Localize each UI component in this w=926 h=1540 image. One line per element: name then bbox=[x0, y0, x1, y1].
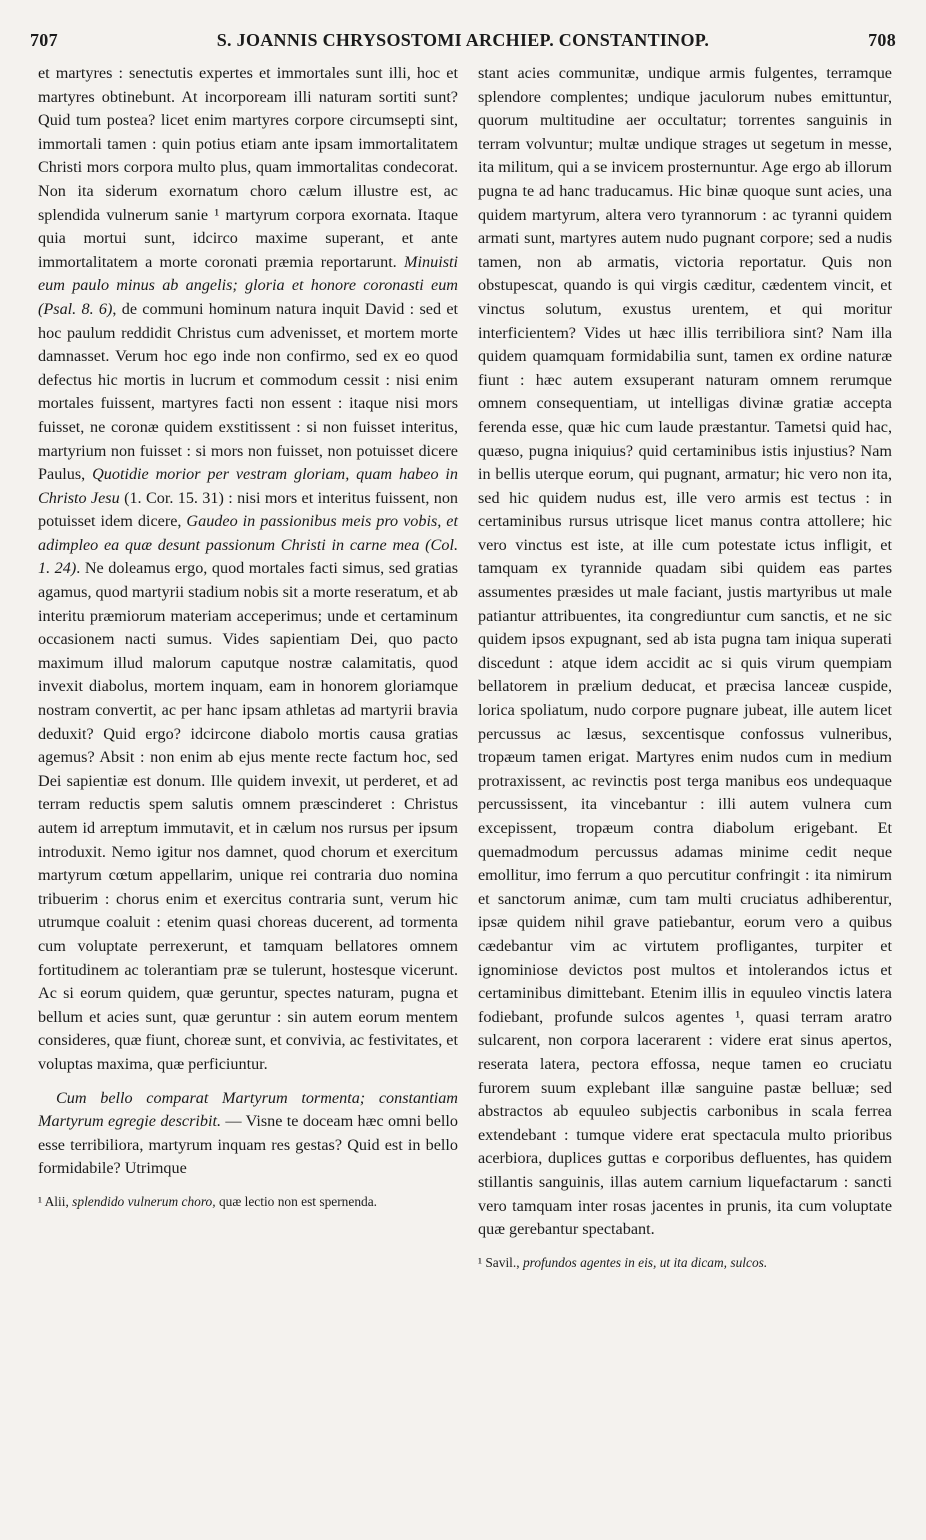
left-text-2: , de communi hominum natura inquit David : sed et hoc paulum reddidit Christus cum advenisset, et mortem morte damnasset. Verum hoc ego inde non confirmo, sed ex eo quod defectus hic mortis in lucrum et commodum cessit : nisi enim mortales fuissent, martyres facti non essent : itaque nisi mors fuisset, ne coronæ quidem exstitissent : si non fuisset interitus, martyrium non fuisset : si mors non fuisset, non potuisset dicere Paulus, bbox=[38, 299, 458, 484]
left-footnote-italic: splendido vulnerum choro, bbox=[72, 1193, 216, 1209]
page-number-left: 707 bbox=[30, 30, 58, 50]
left-ref-2: (1. Cor. 15. 31) bbox=[124, 488, 224, 507]
right-column bbox=[478, 62, 892, 1271]
left-text-3: : nisi mors et interitus fuissent, non potuisset idem dicere, bbox=[38, 488, 459, 531]
left-paragraph bbox=[38, 62, 458, 1077]
section-heading: Cum bello comparat Martyrum tormenta; constantiam Martyrum egregie describit. bbox=[38, 1088, 458, 1131]
right-footnote-italic: profundos agentes in eis, ut ita dicam, sulcos. bbox=[522, 1254, 768, 1270]
section-paragraph bbox=[38, 1087, 458, 1181]
left-text-1: et martyres : senectutis expertes et immortales sunt illi, hoc et martyres obtinebunt. At incorpoream illi naturam sortiti sunt? Quid tum postea? licet enim martyres corpore circumsepti sint, immortali tamen : quin potius etiam ante ipsam immortalitatem Christi mors corpora multo plus, quam immortalitas condecorat. Non ita siderum exornatum choro cælum illustre est, ac splendida vulnerum sanie ¹ martyrum corpora exornata. Itaque quia mortui sunt, idcirco maxime superant, et ante immortalitatem a morte coronati præmia reportarunt. bbox=[38, 64, 458, 271]
section-body: — Visne te doceam hæc omni bello esse terribiliora, martyrum inquam res gestas? Quid est in bello formidabile? Utrimque bbox=[38, 1112, 459, 1178]
right-text-1: stant acies communitæ, undique armis fulgentes, terramque splendore complentes; undique jaculorum nubes emittuntur, quorum multitudine aer occultatur; torrentes sanguinis in terram volvuntur; multæ undique strages ut segetum in messe, ita militum, qui a se invicem prosternuntur. Age ergo ab illorum pugna te ad hanc traducamus. Hic binæ quoque sunt acies, una quidem martyrum, altera vero tyrannorum : ac tyranni quidem armati sunt, martyres autem nudo pugnant corpore; sed a nudis tamen, non ab armatis, victoria reportatur. Quis non obstupescat, quando is qui virgis cæditur, cædentem vincit, et vinctus solutum, exustus urentem, et qui moritur interficientem? Vides ut hæc illis terribiliora sint? Nam illa quidem quamquam formidabilia sunt, tamen ex ordine naturæ fiunt : hæc autem exsuperant naturam omnem rerumque omnem consequentiam, ut intelligas divinæ gratiæ accepta ferenda esse, quæ hic cum laude præstantur. Tametsi quid hac, quæso, pugna iniquius? quid certaminibus istis injustius? Nam in bellis uterque eorum, qui pugnant, armatur; hic vero non ita, sed hic quidem nudus est, ille vero armis est tectus : in certaminibus rursus utrisque licet manus contra attollere; hic vero vinctus est iste, at ille cum potestate ictus infligit, et tamquam ex tyrannide quadam sibi quidem eas partes assumentes præsides ut male faciant, justis martyribus ut male patiantur attribuentes, ita congrediuntur cum sanctis, et ne sic quidem ipsos expugnant, sed ab ista pugna tam iniqua superati discedunt : atque idem accidit ac si quis virum quempiam bellatorem in prælium deducat, et præcisa lanceæ cuspide, lorica spoliatum, nudo corpore pugnare jubeat, ille autem licet percussus ac læsus, sexcentisque confossus vulneribus, tropæum tamen erigat. Martyres enim nudos cum in medium protraxissent, ac revinctis post terga manibus eos undequaque percussissent, ita vincebantur : illi autem vulnera cum excepissent, tropæum contra diabolum erigebant. Et quemadmodum percussus adamas minime cedit neque emollitur, imo ferrum a quo percutitur confringit : ita nimirum et sanctorum animæ, cum tam multi cruciatus adhiberentur, ipsæ quidem nihil grave patiebantur, eorum vero a quibus cædebantur vim ac virtutem profligantes, turpiter et ignominiose devictos post multos et intolerandos ictus et certaminibus dimittebant. Etenim illis in equuleo vinctis latera fodiebant, profunde sulcos agentes ¹, quasi terram aratro sulcarent, non corpora lacerarent : videre erat sinus apertos, reserata latera, pectora effossa, neque tamen eo cruciatu furorem suum explebant illæ sanguine pastæ belluæ; sed abstractos ab equuleo subjectis carbonibus in scala ferrea extendebant : tumque videre erat spectacula multo prioribus acerbiora, duplices guttas e corporibus defluentes, has quidem stillantis sanguinis, illas autem carnium liquefactarum : sancti vero tamquam inter rosas jacentes in prunis, ita cum voluptate quæ gerebantur spectabant. bbox=[478, 64, 892, 1239]
left-quote-2: Quotidie morior per vestram gloriam, quam habeo in Christo Jesu bbox=[38, 465, 458, 507]
left-column bbox=[38, 62, 458, 1210]
left-quote-1: Minuisti eum paulo minus ab angelis; gloria et honore coronasti eum bbox=[38, 252, 458, 295]
page-number-right: 708 bbox=[868, 30, 896, 50]
left-text-4: . Ne doleamus ergo, quod mortales facti simus, sed gratias agamus, quod martyrii stadium nobis sit a morte reseratum, et ab interitu præmiorum materiam acceperimus; unde et certaminum occasionem nacti sumus. Vides sapientiam Dei, quo pacto maximum illud malorum caputque nostræ calamitatis, quod invexit diabolus, mortem inquam, eam in honorem gloriamque nostram convertit, ac per hanc ipsam athletas ad martyrii bravia deduxit? Quid ergo? idcircone diabolo mortis causa gratias agemus? Absit : non enim ab ejus mente recte factum hoc, sed Dei sapientiæ est donum. Ille quidem invexit, ut perderet, et ad terram reductis spem salutis omnem præscinderet : Christus autem id arreptum immutavit, et in cælum nos rursus per ipsum introduxit. Nemo igitur nos damnet, quod chorum et exercitum martyrum cœtum appellarim, unique rei contraria duo nomina tribuerim : chorus enim et exercitus contraria sunt, verum hic utrumque coaluit : etenim quasi choreas ducerent, ad tormenta cum voluptate perrexerunt, et tamquam bellatores omnem fortitudinem ac tolerantiam præ se tulerunt, hostesque vicerunt. Ac si eorum quidem, quæ geruntur, spectes naturam, pugna et bellum et acies sunt, quæ geruntur : sin autem eorum mentem consideres, quæ fiunt, choreæ sunt, et convivia, ac festivitates, et voluptas maxima, quæ perficiuntur. bbox=[38, 559, 459, 1073]
right-footnote bbox=[478, 1254, 892, 1271]
running-title: S. JOANNIS CHRYSOSTOMI ARCHIEP. CONSTANTINOP. bbox=[216, 30, 710, 50]
left-quote-3: Gaudeo in passionibus meis pro vobis, et adimpleo ea quæ desunt passionum Christi in carne mea bbox=[38, 512, 458, 554]
right-footnote-mark: ¹ Savil., bbox=[478, 1254, 520, 1270]
left-footnote-rest: quæ lectio non est spernenda. bbox=[215, 1193, 378, 1209]
left-footnote bbox=[38, 1193, 458, 1210]
right-paragraph bbox=[478, 62, 892, 1242]
left-footnote-mark: ¹ Alii, bbox=[38, 1193, 69, 1209]
page-header bbox=[30, 6, 896, 50]
left-ref-1: (Psal. 8. 6) bbox=[38, 299, 113, 318]
left-ref-3: (Col. 1. 24) bbox=[38, 535, 458, 578]
